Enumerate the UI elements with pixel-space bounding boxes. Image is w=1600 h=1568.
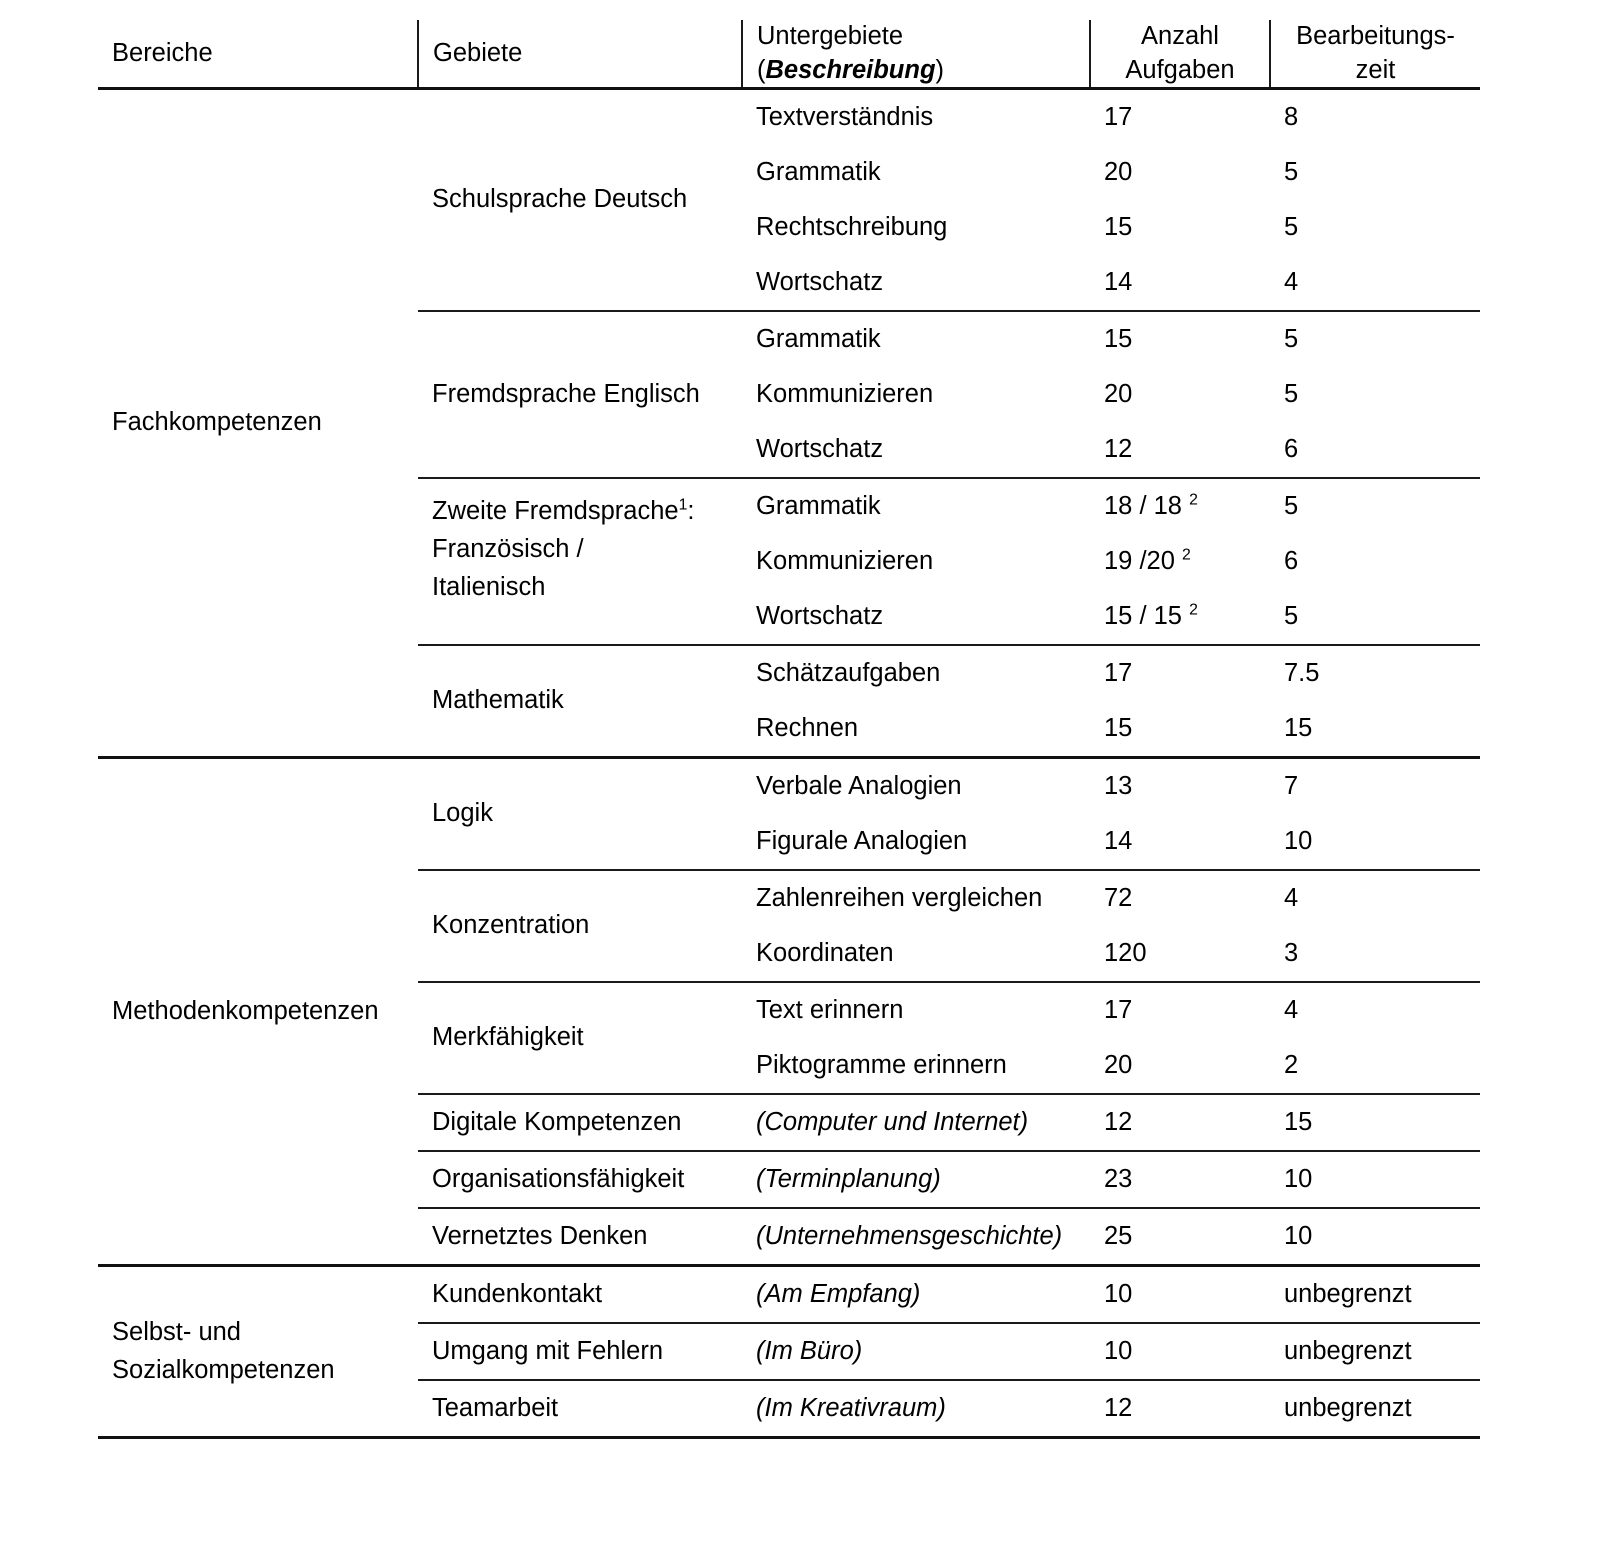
cell-bearbeitungszeit: 4	[1270, 870, 1480, 926]
cell-untergebiet	[742, 367, 1090, 422]
cell-anzahl-aufgaben	[1090, 1380, 1270, 1438]
cell-untergebiet	[742, 759, 1090, 814]
cell-anzahl-aufgaben	[1090, 1267, 1270, 1323]
beschreibung-label: Beschreibung	[765, 55, 936, 84]
gebiet-label-text: Italienisch	[432, 572, 546, 601]
untergebiet-text: Zahlenreihen vergleichen	[756, 883, 1043, 912]
untergebiet-text: Grammatik	[756, 491, 881, 520]
anzahl-value: 17	[1104, 995, 1133, 1024]
anzahl-value: 15	[1104, 212, 1133, 241]
cell-bearbeitungszeit: 15	[1270, 701, 1480, 758]
bereich-label-line: Selbst- und	[112, 1318, 241, 1347]
rule-seg	[98, 1438, 418, 1440]
untergebiet-text: Rechnen	[756, 713, 859, 742]
header-row	[98, 20, 1480, 89]
cell-gebiet: Vernetztes Denken	[418, 1208, 742, 1266]
gebiet-label-text: Zweite Fremdsprache	[432, 497, 679, 526]
anzahl-value: 15 / 15	[1104, 601, 1182, 630]
untergebiet-text: Schätzaufgaben	[756, 658, 941, 687]
cell-untergebiet	[742, 814, 1090, 870]
cell-bearbeitungszeit: 7.5	[1270, 645, 1480, 701]
untergebiet-text: Wortschatz	[756, 434, 884, 463]
untergebiet-text: (Unternehmensgeschichte)	[756, 1221, 1063, 1250]
cell-gebiet: Merkfähigkeit	[418, 982, 742, 1094]
cell-untergebiet	[742, 589, 1090, 645]
anzahl-footnote-marker: 2	[1182, 546, 1191, 564]
cell-untergebiet	[742, 926, 1090, 982]
cell-anzahl-aufgaben	[1090, 534, 1270, 589]
anzahl-value: 23	[1104, 1164, 1133, 1193]
cell-anzahl-aufgaben	[1090, 255, 1270, 311]
cell-bearbeitungszeit: 5	[1270, 145, 1480, 200]
zeit-label-line2: zeit	[1355, 55, 1396, 84]
cell-bearbeitungszeit: 10	[1270, 1151, 1480, 1208]
column-header-anzahl-aufgaben	[1090, 20, 1270, 89]
table-header	[98, 20, 1480, 90]
rule-seg	[1090, 1438, 1270, 1440]
cell-bearbeitungszeit: 7	[1270, 759, 1480, 814]
anzahl-value: 15	[1104, 713, 1133, 742]
anzahl-value: 14	[1104, 267, 1133, 296]
anzahl-value: 10	[1104, 1279, 1133, 1308]
anzahl-value: 20	[1104, 157, 1133, 186]
cell-bearbeitungszeit: 2	[1270, 1038, 1480, 1094]
table-row	[98, 90, 1480, 145]
untergebiet-text: Kommunizieren	[756, 546, 934, 575]
cell-bearbeitungszeit: unbegrenzt	[1270, 1323, 1480, 1380]
untergebiet-text: (Im Kreativraum)	[756, 1393, 946, 1422]
anzahl-value: 15	[1104, 324, 1133, 353]
rule-seg	[742, 1438, 1090, 1440]
cell-anzahl-aufgaben	[1090, 814, 1270, 870]
cell-untergebiet	[742, 1323, 1090, 1380]
anzahl-value: 17	[1104, 102, 1133, 131]
cell-untergebiet	[742, 478, 1090, 534]
cell-bereich: Methodenkompetenzen	[98, 759, 418, 1266]
cell-anzahl-aufgaben	[1090, 1094, 1270, 1151]
cell-anzahl-aufgaben	[1090, 759, 1270, 814]
rule-seg	[1270, 1438, 1480, 1440]
cell-untergebiet	[742, 534, 1090, 589]
anzahl-value: 14	[1104, 826, 1133, 855]
column-header-bereiche: Bereiche	[98, 20, 418, 89]
untergebiet-text: Text erinnern	[756, 995, 904, 1024]
untergebiet-text: Koordinaten	[756, 938, 894, 967]
cell-untergebiet	[742, 1038, 1090, 1094]
cell-untergebiet	[742, 255, 1090, 311]
cell-anzahl-aufgaben	[1090, 926, 1270, 982]
bereich-label-line: Sozialkompetenzen	[112, 1355, 335, 1384]
cell-gebiet: Teamarbeit	[418, 1380, 742, 1438]
rule-seg	[418, 1438, 742, 1440]
anzahl-footnote-marker: 2	[1189, 491, 1198, 509]
cell-bearbeitungszeit: 4	[1270, 255, 1480, 311]
column-header-gebiete: Gebiete	[418, 20, 742, 89]
untergebiete-label-line2	[757, 54, 1075, 88]
anzahl-value: 120	[1104, 938, 1147, 967]
table-row	[98, 1267, 1480, 1323]
cell-untergebiet	[742, 1208, 1090, 1266]
table-row	[98, 759, 1480, 814]
cell-anzahl-aufgaben	[1090, 145, 1270, 200]
cell-untergebiet	[742, 90, 1090, 145]
cell-gebiet: Digitale Kompetenzen	[418, 1094, 742, 1151]
untergebiet-text: Wortschatz	[756, 267, 884, 296]
untergebiet-text: (Am Empfang)	[756, 1279, 921, 1308]
anzahl-label-line1: Anzahl	[1141, 22, 1219, 50]
cell-bearbeitungszeit: 10	[1270, 1208, 1480, 1266]
anzahl-value: 25	[1104, 1221, 1133, 1250]
paren-open: (	[757, 55, 766, 84]
cell-gebiet: Logik	[418, 759, 742, 870]
cell-bearbeitungszeit: 15	[1270, 1094, 1480, 1151]
cell-untergebiet	[742, 645, 1090, 701]
cell-anzahl-aufgaben	[1090, 200, 1270, 255]
untergebiet-text: Textverständnis	[756, 102, 934, 131]
cell-untergebiet	[742, 1094, 1090, 1151]
cell-anzahl-aufgaben	[1090, 1208, 1270, 1266]
untergebiet-text: Grammatik	[756, 157, 881, 186]
cell-anzahl-aufgaben	[1090, 311, 1270, 367]
paren-close: )	[935, 55, 945, 84]
anzahl-value: 20	[1104, 1050, 1133, 1079]
anzahl-value: 13	[1104, 771, 1133, 800]
zeit-label-line1: Bearbeitungs-	[1296, 22, 1455, 50]
cell-bearbeitungszeit: 5	[1270, 200, 1480, 255]
table-bottom-rule	[98, 1438, 1480, 1440]
cell-untergebiet	[742, 145, 1090, 200]
gebiet-footnote-marker: 1	[678, 496, 688, 514]
cell-bearbeitungszeit: 4	[1270, 982, 1480, 1038]
cell-gebiet: Fremdsprache Englisch	[418, 311, 742, 478]
cell-untergebiet	[742, 200, 1090, 255]
cell-bearbeitungszeit: 8	[1270, 90, 1480, 145]
anzahl-value: 72	[1104, 883, 1133, 912]
anzahl-value: 20	[1104, 379, 1133, 408]
cell-untergebiet	[742, 982, 1090, 1038]
cell-anzahl-aufgaben	[1090, 90, 1270, 145]
gebiet-label-text: Französisch /	[432, 534, 584, 563]
cell-bearbeitungszeit: 5	[1270, 311, 1480, 367]
cell-gebiet: Umgang mit Fehlern	[418, 1323, 742, 1380]
cell-gebiet: Schulsprache Deutsch	[418, 90, 742, 311]
cell-gebiet: Konzentration	[418, 870, 742, 982]
cell-anzahl-aufgaben	[1090, 645, 1270, 701]
gebiet-label-line	[432, 493, 728, 531]
cell-untergebiet	[742, 1151, 1090, 1208]
cell-gebiet	[418, 478, 742, 645]
cell-anzahl-aufgaben	[1090, 422, 1270, 478]
cell-anzahl-aufgaben	[1090, 1038, 1270, 1094]
untergebiet-text: Piktogramme erinnern	[756, 1050, 1007, 1079]
untergebiet-text: Grammatik	[756, 324, 881, 353]
cell-gebiet: Organisationsfähigkeit	[418, 1151, 742, 1208]
cell-bearbeitungszeit: 6	[1270, 534, 1480, 589]
cell-anzahl-aufgaben	[1090, 982, 1270, 1038]
anzahl-value: 19 /20	[1104, 546, 1175, 575]
cell-untergebiet	[742, 311, 1090, 367]
cell-untergebiet	[742, 870, 1090, 926]
cell-anzahl-aufgaben	[1090, 478, 1270, 534]
cell-anzahl-aufgaben	[1090, 367, 1270, 422]
untergebiet-text: Rechtschreibung	[756, 212, 948, 241]
anzahl-label-line2: Aufgaben	[1125, 55, 1235, 84]
table-body	[98, 90, 1480, 1439]
gebiet-label-line	[432, 531, 728, 569]
untergebiet-text: (Terminplanung)	[756, 1164, 941, 1193]
anzahl-value: 10	[1104, 1336, 1133, 1365]
cell-anzahl-aufgaben	[1090, 589, 1270, 645]
anzahl-footnote-marker: 2	[1189, 601, 1198, 619]
cell-bearbeitungszeit: 5	[1270, 367, 1480, 422]
anzahl-value: 17	[1104, 658, 1133, 687]
untergebiet-text: Kommunizieren	[756, 379, 934, 408]
column-header-bearbeitungszeit	[1270, 20, 1480, 89]
cell-bearbeitungszeit: unbegrenzt	[1270, 1267, 1480, 1323]
cell-bearbeitungszeit: unbegrenzt	[1270, 1380, 1480, 1438]
kompetenz-table	[98, 20, 1480, 1439]
cell-bearbeitungszeit: 5	[1270, 478, 1480, 534]
anzahl-value: 18 / 18	[1104, 491, 1182, 520]
cell-bearbeitungszeit: 6	[1270, 422, 1480, 478]
cell-bearbeitungszeit: 10	[1270, 814, 1480, 870]
cell-untergebiet	[742, 1267, 1090, 1323]
gebiet-label-suffix: :	[687, 497, 695, 526]
untergebiet-text: (Im Büro)	[756, 1336, 863, 1365]
cell-bereich	[98, 1267, 418, 1438]
cell-bearbeitungszeit: 5	[1270, 589, 1480, 645]
cell-anzahl-aufgaben	[1090, 1323, 1270, 1380]
untergebiete-label-line1: Untergebiete	[757, 22, 904, 50]
cell-untergebiet	[742, 422, 1090, 478]
column-header-untergebiete	[742, 20, 1090, 89]
untergebiet-text: Wortschatz	[756, 601, 884, 630]
cell-untergebiet	[742, 701, 1090, 758]
anzahl-value: 12	[1104, 434, 1133, 463]
untergebiet-text: Verbale Analogien	[756, 771, 962, 800]
untergebiet-text: (Computer und Internet)	[756, 1107, 1029, 1136]
cell-bereich: Fachkompetenzen	[98, 90, 418, 758]
cell-anzahl-aufgaben	[1090, 701, 1270, 758]
untergebiet-text: Figurale Analogien	[756, 826, 968, 855]
gebiet-label-line	[432, 569, 728, 607]
cell-gebiet: Mathematik	[418, 645, 742, 758]
cell-untergebiet	[742, 1380, 1090, 1438]
anzahl-value: 12	[1104, 1107, 1133, 1136]
cell-bearbeitungszeit: 3	[1270, 926, 1480, 982]
cell-gebiet: Kundenkontakt	[418, 1267, 742, 1323]
anzahl-value: 12	[1104, 1393, 1133, 1422]
cell-anzahl-aufgaben	[1090, 1151, 1270, 1208]
cell-anzahl-aufgaben	[1090, 870, 1270, 926]
